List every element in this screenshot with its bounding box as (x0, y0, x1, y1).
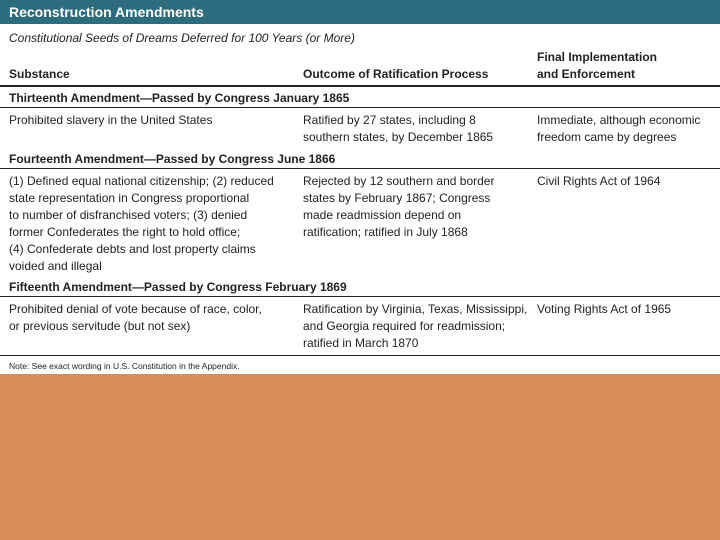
final-cell (537, 173, 660, 190)
substance-cell (9, 173, 274, 275)
column-header-substance: Substance (9, 67, 70, 81)
section-rule (0, 296, 720, 297)
text-line: (1) Defined equal national citizenship; (2) reduced (9, 174, 274, 188)
column-header-final-line: Final Implementation (537, 50, 658, 64)
text-line: Immediate, although economic (537, 113, 701, 127)
text-line: and Georgia required for readmission; (303, 319, 506, 333)
text-line: Voting Rights Act of 1965 (537, 302, 672, 316)
text-line: ratified in March 1870 (303, 336, 419, 350)
final-cell (537, 301, 671, 318)
text-line: Ratification by Virginia, Texas, Mississippi, (303, 302, 528, 316)
text-line: former Confederates the right to hold office; (9, 225, 241, 239)
text-line: freedom came by degrees (537, 130, 677, 144)
outcome-cell (303, 112, 493, 146)
substance-cell (9, 301, 262, 335)
table-note: Note: See exact wording in U.S. Constitution in the Appendix. (9, 361, 240, 371)
table-title: Reconstruction Amendments (0, 0, 720, 24)
column-header-final (537, 49, 657, 83)
text-line: to number of disfranchised voters; (3) denied (9, 208, 248, 222)
text-line: Rejected by 12 southern and border (303, 174, 495, 188)
text-line: (4) Confederate debts and lost property claims (9, 242, 256, 256)
text-line: voided and illegal (9, 259, 102, 273)
outcome-cell (303, 173, 494, 241)
table-bottom-rule (0, 355, 720, 356)
section-rule (0, 107, 720, 108)
text-line: Prohibited slavery in the United States (9, 113, 213, 127)
section-heading-fourteenth: Fourteenth Amendment—Passed by Congress June 1866 (9, 152, 336, 166)
text-line: or previous servitude (but not sex) (9, 319, 191, 333)
outcome-cell (303, 301, 527, 352)
section-rule (0, 168, 720, 169)
section-heading-fifteenth: Fifteenth Amendment—Passed by Congress February 1869 (9, 280, 347, 294)
column-header-outcome: Outcome of Ratification Process (303, 67, 489, 81)
substance-cell (9, 112, 212, 129)
column-header-final-line: and Enforcement (537, 67, 636, 81)
final-cell (537, 112, 700, 146)
text-line: made readmission depend on (303, 208, 462, 222)
text-line: state representation in Congress proportional (9, 191, 250, 205)
section-heading-thirteenth: Thirteenth Amendment—Passed by Congress January 1865 (9, 91, 350, 105)
text-line: Ratified by 27 states, including 8 (303, 113, 476, 127)
header-rule (0, 85, 720, 87)
bottom-panel (0, 374, 720, 540)
text-line: Civil Rights Act of 1964 (537, 174, 661, 188)
table-subtitle: Constitutional Seeds of Dreams Deferred for 100 Years (or More) (9, 31, 355, 45)
text-line: southern states, by December 1865 (303, 130, 494, 144)
text-line: ratification; ratified in July 1868 (303, 225, 468, 239)
text-line: states by February 1867; Congress (303, 191, 491, 205)
text-line: Prohibited denial of vote because of race, color, (9, 302, 262, 316)
